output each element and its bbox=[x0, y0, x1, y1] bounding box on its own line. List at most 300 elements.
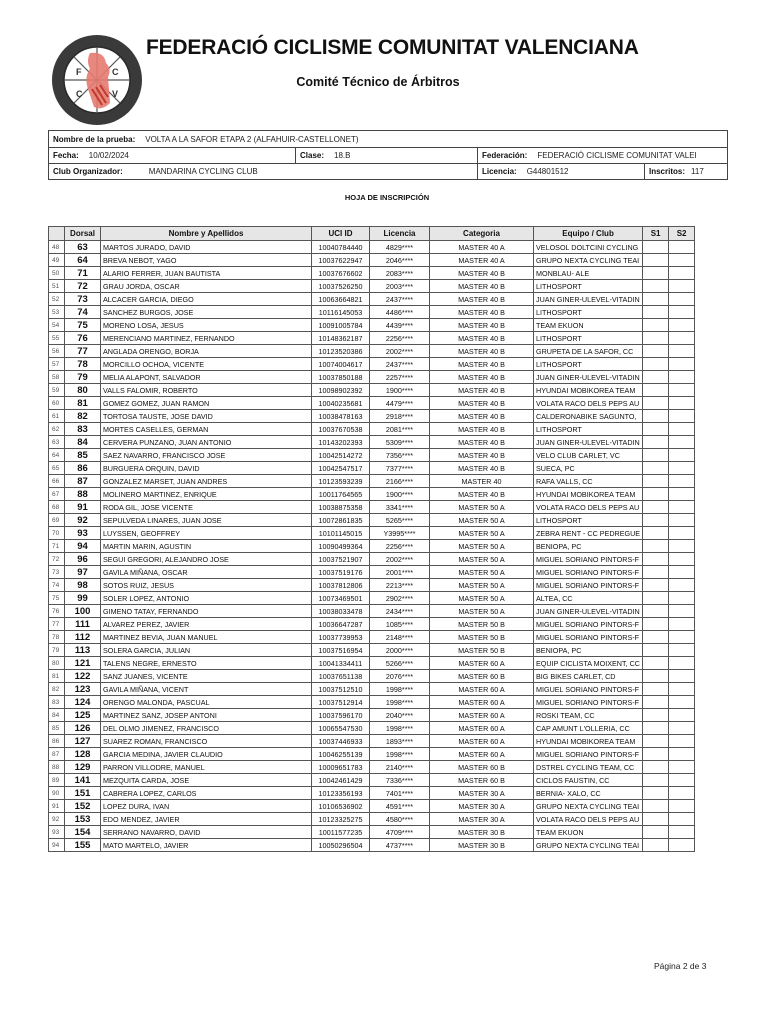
table-row bbox=[49, 774, 695, 787]
uci-id: 10042514272 bbox=[312, 449, 370, 462]
team-name: LITHOSPORT bbox=[534, 280, 643, 293]
uci-id: 10037850188 bbox=[312, 371, 370, 384]
category: MASTER 40 A bbox=[430, 241, 534, 254]
table-row bbox=[49, 826, 695, 839]
rider-name: MARTINEZ SANZ, JOSEP ANTONI bbox=[101, 709, 312, 722]
row-index: 71 bbox=[49, 540, 65, 553]
category: MASTER 40 B bbox=[430, 267, 534, 280]
team-name: VELOSOL DOLTCINI CYCLING bbox=[534, 241, 643, 254]
rider-name: VALLS FALOMIR, ROBERTO bbox=[101, 384, 312, 397]
team-name: GRUPO NEXTA CYCLING TEAI bbox=[534, 839, 643, 852]
rider-name: MORTES CASELLES, GERMAN bbox=[101, 423, 312, 436]
s2-cell bbox=[669, 735, 695, 748]
category: MASTER 50 A bbox=[430, 605, 534, 618]
team-name: LITHOSPORT bbox=[534, 514, 643, 527]
uci-id: 10037516954 bbox=[312, 644, 370, 657]
dorsal-number: 123 bbox=[65, 683, 101, 696]
document-subtitle bbox=[0, 75, 774, 89]
row-index: 63 bbox=[49, 436, 65, 449]
dorsal-number: 127 bbox=[65, 735, 101, 748]
s2-cell bbox=[669, 423, 695, 436]
table-row bbox=[49, 605, 695, 618]
team-name: HYUNDAI MOBIKOREA TEAM bbox=[534, 735, 643, 748]
event-info-box bbox=[48, 130, 728, 180]
table-row bbox=[49, 761, 695, 774]
uci-id: 10037596170 bbox=[312, 709, 370, 722]
rider-name: EDO MENDEZ, JAVIER bbox=[101, 813, 312, 826]
rider-name: SUAREZ ROMAN, FRANCISCO bbox=[101, 735, 312, 748]
s2-cell bbox=[669, 787, 695, 800]
row-index: 53 bbox=[49, 306, 65, 319]
s1-cell bbox=[643, 644, 669, 657]
s2-cell bbox=[669, 449, 695, 462]
license-cell bbox=[477, 164, 644, 179]
license-number: 2002**** bbox=[370, 345, 430, 358]
license-number: 1998**** bbox=[370, 748, 430, 761]
row-index: 67 bbox=[49, 488, 65, 501]
dorsal-number: 75 bbox=[65, 319, 101, 332]
s2-cell bbox=[669, 306, 695, 319]
s2-cell bbox=[669, 384, 695, 397]
s2-cell bbox=[669, 397, 695, 410]
dorsal-number: 151 bbox=[65, 787, 101, 800]
team-name: DSTREL CYCLING TEAM, CC bbox=[534, 761, 643, 774]
row-index: 94 bbox=[49, 839, 65, 852]
license-number: 4737**** bbox=[370, 839, 430, 852]
row-index: 64 bbox=[49, 449, 65, 462]
table-row bbox=[49, 579, 695, 592]
row-index: 92 bbox=[49, 813, 65, 826]
table-row bbox=[49, 631, 695, 644]
category: MASTER 50 A bbox=[430, 527, 534, 540]
team-name: ALTEA, CC bbox=[534, 592, 643, 605]
s1-cell bbox=[643, 410, 669, 423]
dorsal-number: 74 bbox=[65, 306, 101, 319]
s2-cell bbox=[669, 722, 695, 735]
organizer-label: Club Organizador: bbox=[53, 167, 123, 176]
row-index: 66 bbox=[49, 475, 65, 488]
team-name: LITHOSPORT bbox=[534, 358, 643, 371]
rider-name: SOLER LOPEZ, ANTONIO bbox=[101, 592, 312, 605]
s1-cell bbox=[643, 566, 669, 579]
team-name: GRUPO NEXTA CYCLING TEAI bbox=[534, 800, 643, 813]
s2-cell bbox=[669, 839, 695, 852]
rider-name: SEGUI GREGORI, ALEJANDRO JOSE bbox=[101, 553, 312, 566]
category: MASTER 60 A bbox=[430, 748, 534, 761]
team-name: MIGUEL SORIANO PINTORS-F bbox=[534, 579, 643, 592]
row-index: 57 bbox=[49, 358, 65, 371]
row-index: 78 bbox=[49, 631, 65, 644]
s2-cell bbox=[669, 488, 695, 501]
row-index: 65 bbox=[49, 462, 65, 475]
uci-id: 10011764565 bbox=[312, 488, 370, 501]
row-index: 84 bbox=[49, 709, 65, 722]
license-number: 1900**** bbox=[370, 488, 430, 501]
team-name: HYUNDAI MOBIKOREA TEAM bbox=[534, 488, 643, 501]
s1-cell bbox=[643, 449, 669, 462]
row-index: 58 bbox=[49, 371, 65, 384]
table-row bbox=[49, 800, 695, 813]
row-index: 48 bbox=[49, 241, 65, 254]
s2-cell bbox=[669, 618, 695, 631]
category: MASTER 30 B bbox=[430, 839, 534, 852]
info-row-event bbox=[49, 131, 727, 147]
license-number: 2076**** bbox=[370, 670, 430, 683]
rider-name: MARTOS JURADO, DAVID bbox=[101, 241, 312, 254]
team-name: VOLATA RACO DELS PEPS AU bbox=[534, 501, 643, 514]
uci-id: 10063664821 bbox=[312, 293, 370, 306]
rider-name: MEZQUITA CARDA, JOSE bbox=[101, 774, 312, 787]
rider-name: GONZALEZ MARSET, JUAN ANDRES bbox=[101, 475, 312, 488]
uci-id: 10072861835 bbox=[312, 514, 370, 527]
uci-id: 10116145053 bbox=[312, 306, 370, 319]
uci-id: 10037676602 bbox=[312, 267, 370, 280]
rider-name: RODA GIL, JOSE VICENTE bbox=[101, 501, 312, 514]
row-index: 49 bbox=[49, 254, 65, 267]
uci-id: 10090499364 bbox=[312, 540, 370, 553]
s2-cell bbox=[669, 761, 695, 774]
dorsal-number: 93 bbox=[65, 527, 101, 540]
category: MASTER 40 B bbox=[430, 306, 534, 319]
s1-cell bbox=[643, 462, 669, 475]
dorsal-number: 78 bbox=[65, 358, 101, 371]
license-number: 1998**** bbox=[370, 696, 430, 709]
dorsal-number: 83 bbox=[65, 423, 101, 436]
team-name: GRUPETA DE LA SAFOR, CC bbox=[534, 345, 643, 358]
dorsal-number: 141 bbox=[65, 774, 101, 787]
rider-name: PARRON VILLODRE, MANUEL bbox=[101, 761, 312, 774]
date-label: Fecha: bbox=[53, 151, 79, 160]
rider-name: CABRERA LOPEZ, CARLOS bbox=[101, 787, 312, 800]
uci-id: 10098902392 bbox=[312, 384, 370, 397]
uci-id: 10101145015 bbox=[312, 527, 370, 540]
table-row bbox=[49, 397, 695, 410]
team-name: ROSKI TEAM, CC bbox=[534, 709, 643, 722]
table-row bbox=[49, 345, 695, 358]
row-index: 68 bbox=[49, 501, 65, 514]
uci-id: 10073469501 bbox=[312, 592, 370, 605]
table-row bbox=[49, 566, 695, 579]
team-name: RAFA VALLS, CC bbox=[534, 475, 643, 488]
s1-cell bbox=[643, 670, 669, 683]
category: MASTER 40 bbox=[430, 475, 534, 488]
license-number: 2213**** bbox=[370, 579, 430, 592]
team-name: LITHOSPORT bbox=[534, 423, 643, 436]
organizer-value: MANDARINA CYCLING CLUB bbox=[148, 167, 258, 176]
category: MASTER 50 A bbox=[430, 579, 534, 592]
rider-name: LOPEZ DURA, IVAN bbox=[101, 800, 312, 813]
dorsal-number: 77 bbox=[65, 345, 101, 358]
svg-text:F: F bbox=[76, 67, 82, 77]
row-index: 60 bbox=[49, 397, 65, 410]
team-name: CICLOS FAUSTIN, CC bbox=[534, 774, 643, 787]
license-number: 5309**** bbox=[370, 436, 430, 449]
rider-name: SANCHEZ BURGOS, JOSE bbox=[101, 306, 312, 319]
dorsal-number: 84 bbox=[65, 436, 101, 449]
rider-name: GARCIA MEDINA, JAVIER CLAUDIO bbox=[101, 748, 312, 761]
license-number: 2003**** bbox=[370, 280, 430, 293]
team-name: GRUPO NEXTA CYCLING TEAI bbox=[534, 254, 643, 267]
team-name: VOLATA RACO DELS PEPS AU bbox=[534, 397, 643, 410]
s2-cell bbox=[669, 813, 695, 826]
row-index: 85 bbox=[49, 722, 65, 735]
table-row bbox=[49, 293, 695, 306]
license-number: Y3995**** bbox=[370, 527, 430, 540]
row-index: 51 bbox=[49, 280, 65, 293]
row-index: 76 bbox=[49, 605, 65, 618]
uci-id: 10143202393 bbox=[312, 436, 370, 449]
s2-cell bbox=[669, 241, 695, 254]
s1-cell bbox=[643, 527, 669, 540]
uci-id: 10042547517 bbox=[312, 462, 370, 475]
s2-cell bbox=[669, 254, 695, 267]
dorsal-number: 97 bbox=[65, 566, 101, 579]
s1-cell bbox=[643, 748, 669, 761]
dorsal-number: 122 bbox=[65, 670, 101, 683]
table-row bbox=[49, 462, 695, 475]
table-row bbox=[49, 722, 695, 735]
s2-cell bbox=[669, 462, 695, 475]
license-number: 2256**** bbox=[370, 332, 430, 345]
team-name: JUAN GINER-ULEVEL-VITADIN bbox=[534, 605, 643, 618]
license-number: 7401**** bbox=[370, 787, 430, 800]
team-name: MIGUEL SORIANO PINTORS-F bbox=[534, 553, 643, 566]
license-number: 5265**** bbox=[370, 514, 430, 527]
rider-name: SEPULVEDA LINARES, JUAN JOSE bbox=[101, 514, 312, 527]
table-row bbox=[49, 306, 695, 319]
license-number: 4439**** bbox=[370, 319, 430, 332]
table-row bbox=[49, 683, 695, 696]
uci-id: 10148362187 bbox=[312, 332, 370, 345]
license-number: 2437**** bbox=[370, 293, 430, 306]
s1-cell bbox=[643, 618, 669, 631]
license-number: 2257**** bbox=[370, 371, 430, 384]
s1-cell bbox=[643, 267, 669, 280]
team-name: MIGUEL SORIANO PINTORS-F bbox=[534, 696, 643, 709]
s2-cell bbox=[669, 267, 695, 280]
table-row bbox=[49, 748, 695, 761]
table-row bbox=[49, 449, 695, 462]
col-uci-id: UCI ID bbox=[312, 227, 370, 241]
s2-cell bbox=[669, 501, 695, 514]
category: MASTER 40 B bbox=[430, 449, 534, 462]
s1-cell bbox=[643, 241, 669, 254]
license-number: 7336**** bbox=[370, 774, 430, 787]
uci-id: 10037622947 bbox=[312, 254, 370, 267]
s1-cell bbox=[643, 774, 669, 787]
registration-table bbox=[48, 226, 695, 852]
team-name: JUAN GINER-ULEVEL-VITADIN bbox=[534, 436, 643, 449]
category: MASTER 40 B bbox=[430, 384, 534, 397]
table-row bbox=[49, 813, 695, 826]
s2-cell bbox=[669, 826, 695, 839]
s2-cell bbox=[669, 605, 695, 618]
category: MASTER 60 A bbox=[430, 735, 534, 748]
dorsal-number: 81 bbox=[65, 397, 101, 410]
table-row bbox=[49, 254, 695, 267]
uci-id: 10037526250 bbox=[312, 280, 370, 293]
team-name: BIG BIKES CARLET, CD bbox=[534, 670, 643, 683]
table-row bbox=[49, 241, 695, 254]
dorsal-number: 88 bbox=[65, 488, 101, 501]
uci-id: 10038478163 bbox=[312, 410, 370, 423]
category: MASTER 40 B bbox=[430, 436, 534, 449]
uci-id: 10040235681 bbox=[312, 397, 370, 410]
team-name: MIGUEL SORIANO PINTORS-F bbox=[534, 631, 643, 644]
uci-id: 10091005784 bbox=[312, 319, 370, 332]
s2-cell bbox=[669, 540, 695, 553]
team-name: MIGUEL SORIANO PINTORS-F bbox=[534, 566, 643, 579]
row-index: 82 bbox=[49, 683, 65, 696]
table-row bbox=[49, 423, 695, 436]
table-row bbox=[49, 670, 695, 683]
team-name: BENIOPA, PC bbox=[534, 644, 643, 657]
category: MASTER 60 B bbox=[430, 774, 534, 787]
table-row bbox=[49, 657, 695, 670]
category: MASTER 40 B bbox=[430, 345, 534, 358]
rider-name: ALVAREZ PEREZ, JAVIER bbox=[101, 618, 312, 631]
dorsal-number: 86 bbox=[65, 462, 101, 475]
dorsal-number: 63 bbox=[65, 241, 101, 254]
license-number: 2437**** bbox=[370, 358, 430, 371]
license-number: 7356**** bbox=[370, 449, 430, 462]
row-index: 56 bbox=[49, 345, 65, 358]
rider-name: ANGLADA ORENGO, BORJA bbox=[101, 345, 312, 358]
dorsal-number: 113 bbox=[65, 644, 101, 657]
s2-cell bbox=[669, 748, 695, 761]
s2-cell bbox=[669, 293, 695, 306]
category: MASTER 60 A bbox=[430, 709, 534, 722]
uci-id: 10037812806 bbox=[312, 579, 370, 592]
rider-name: MARTINEZ BEVIA, JUAN MANUEL bbox=[101, 631, 312, 644]
row-index: 69 bbox=[49, 514, 65, 527]
table-row bbox=[49, 280, 695, 293]
s2-cell bbox=[669, 527, 695, 540]
s2-cell bbox=[669, 332, 695, 345]
date-value: 10/02/2024 bbox=[88, 151, 129, 160]
s2-cell bbox=[669, 345, 695, 358]
row-index: 79 bbox=[49, 644, 65, 657]
registered-cell bbox=[644, 164, 727, 179]
row-index: 50 bbox=[49, 267, 65, 280]
category: MASTER 60 B bbox=[430, 670, 534, 683]
rider-name: BURGUERA ORQUIN, DAVID bbox=[101, 462, 312, 475]
rider-name: SAEZ NAVARRO, FRANCISCO JOSE bbox=[101, 449, 312, 462]
col-name: Nombre y Apellidos bbox=[101, 227, 312, 241]
license-number: 4486**** bbox=[370, 306, 430, 319]
rider-name: MARTIN MARIN, AGUSTIN bbox=[101, 540, 312, 553]
uci-id: 10123356193 bbox=[312, 787, 370, 800]
category: MASTER 30 A bbox=[430, 800, 534, 813]
s1-cell bbox=[643, 553, 669, 566]
s1-cell bbox=[643, 761, 669, 774]
table-row bbox=[49, 332, 695, 345]
class-label: Clase: bbox=[300, 151, 325, 160]
s2-cell bbox=[669, 683, 695, 696]
uci-id: 10074004617 bbox=[312, 358, 370, 371]
registered-label: Inscritos: bbox=[649, 167, 686, 176]
category: MASTER 60 A bbox=[430, 683, 534, 696]
rider-name: GAVILA MIÑANA, OSCAR bbox=[101, 566, 312, 579]
s1-cell bbox=[643, 501, 669, 514]
dorsal-number: 100 bbox=[65, 605, 101, 618]
row-index: 81 bbox=[49, 670, 65, 683]
rider-name: GOMEZ GOMEZ, JUAN RAMON bbox=[101, 397, 312, 410]
uci-id: 10042461429 bbox=[312, 774, 370, 787]
col-s2: S2 bbox=[669, 227, 695, 241]
license-number: 2902**** bbox=[370, 592, 430, 605]
rider-name: ALARIO FERRER, JUAN BAUTISTA bbox=[101, 267, 312, 280]
uci-id: 10065547530 bbox=[312, 722, 370, 735]
dorsal-number: 152 bbox=[65, 800, 101, 813]
license-number: 4829**** bbox=[370, 241, 430, 254]
uci-id: 10123520386 bbox=[312, 345, 370, 358]
uci-id: 10046255139 bbox=[312, 748, 370, 761]
s1-cell bbox=[643, 423, 669, 436]
category: MASTER 30 A bbox=[430, 787, 534, 800]
sheet-title: HOJA DE INSCRIPCIÓN bbox=[344, 193, 430, 202]
category: MASTER 40 B bbox=[430, 319, 534, 332]
rider-name: TORTOSA TAUSTE, JOSE DAVID bbox=[101, 410, 312, 423]
license-number: 2256**** bbox=[370, 540, 430, 553]
info-row-organizer bbox=[49, 163, 727, 179]
rider-name: ALCACER GARCIA, DIEGO bbox=[101, 293, 312, 306]
table-header-row bbox=[49, 227, 695, 241]
team-name: JUAN GINER-ULEVEL-VITADIN bbox=[534, 371, 643, 384]
dorsal-number: 80 bbox=[65, 384, 101, 397]
uci-id: 10040784440 bbox=[312, 241, 370, 254]
rider-name: SERRANO NAVARRO, DAVID bbox=[101, 826, 312, 839]
s2-cell bbox=[669, 410, 695, 423]
row-index: 55 bbox=[49, 332, 65, 345]
uci-id: 10037670538 bbox=[312, 423, 370, 436]
row-index: 90 bbox=[49, 787, 65, 800]
s1-cell bbox=[643, 358, 669, 371]
s1-cell bbox=[643, 254, 669, 267]
license-number: 4479**** bbox=[370, 397, 430, 410]
s1-cell bbox=[643, 397, 669, 410]
row-index: 75 bbox=[49, 592, 65, 605]
team-name: LITHOSPORT bbox=[534, 332, 643, 345]
license-number: 3341**** bbox=[370, 501, 430, 514]
license-number: 5266**** bbox=[370, 657, 430, 670]
license-number: 1998**** bbox=[370, 683, 430, 696]
rider-name: GIMENO TATAY, FERNANDO bbox=[101, 605, 312, 618]
category: MASTER 60 A bbox=[430, 722, 534, 735]
event-name-label: Nombre de la prueba: bbox=[53, 134, 136, 144]
row-index: 87 bbox=[49, 748, 65, 761]
table-row bbox=[49, 358, 695, 371]
s1-cell bbox=[643, 800, 669, 813]
col-team: Equipo / Club bbox=[534, 227, 643, 241]
dorsal-number: 91 bbox=[65, 501, 101, 514]
s1-cell bbox=[643, 826, 669, 839]
event-name-value: VOLTA A LA SAFOR ETAPA 2 (ALFAHUIR-CASTELLONET) bbox=[145, 134, 359, 144]
dorsal-number: 85 bbox=[65, 449, 101, 462]
license-number: 4591**** bbox=[370, 800, 430, 813]
dorsal-number: 99 bbox=[65, 592, 101, 605]
s1-cell bbox=[643, 514, 669, 527]
table-row bbox=[49, 709, 695, 722]
license-number: 4580**** bbox=[370, 813, 430, 826]
table-row bbox=[49, 618, 695, 631]
federation-cell bbox=[477, 148, 727, 163]
registered-value: 117 bbox=[691, 167, 704, 176]
table-row bbox=[49, 839, 695, 852]
license-number: 2166**** bbox=[370, 475, 430, 488]
row-index: 70 bbox=[49, 527, 65, 540]
category: MASTER 40 B bbox=[430, 293, 534, 306]
